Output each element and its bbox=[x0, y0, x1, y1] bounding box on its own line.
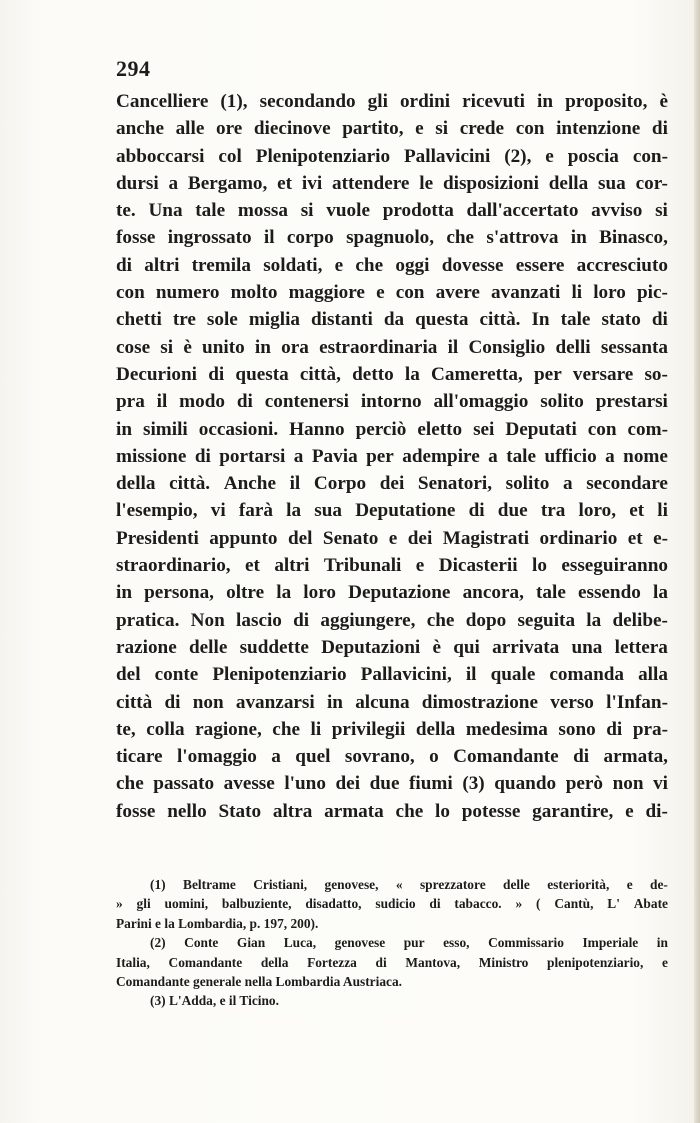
body-line: razione delle suddette Deputazioni è qui arrivata una lettera bbox=[116, 636, 668, 658]
body-line: in persona, oltre la loro Deputazione ancora, tale essendo la bbox=[116, 582, 668, 604]
body-line: te, colla ragione, che li privilegii della medesima sono di pra- bbox=[116, 718, 668, 740]
footnote-line: » gli uomini, balbuziente, disadatto, sudicio di tabacco. » ( Cantù, L' Abate bbox=[116, 896, 668, 912]
body-line: chetti tre sole miglia distanti da questa città. In tale stato di bbox=[116, 309, 668, 331]
footnote-line: Italia, Comandante della Fortezza di Mantova, Ministro plenipotenziario, e bbox=[116, 954, 668, 970]
body-line: l'esempio, vi farà la sua Deputatione di due tra loro, et li bbox=[116, 500, 668, 522]
footnote-line: (1) Beltrame Cristiani, genovese, « sprezzatore delle esteriorità, e de- bbox=[150, 877, 668, 892]
body-line: abboccarsi col Plenipotenziario Pallavicini (2), e poscia con- bbox=[116, 145, 668, 167]
body-line: pratica. Non lascio di aggiungere, che dopo seguita la delibe- bbox=[116, 609, 668, 631]
body-line: che passato avesse l'uno dei due fiumi (3) quando però non vi bbox=[116, 773, 668, 795]
footnote-line: Comandante generale nella Lombardia Austriaca. bbox=[116, 973, 403, 989]
body-line: straordinario, et altri Tribunali e Dicasterii lo esseguiranno bbox=[116, 555, 668, 577]
footnote-line: Parini e la Lombardia, p. 197, 200). bbox=[116, 915, 319, 931]
body-line: te. Una tale mossa si vuole prodotta dall'accertato avviso si bbox=[116, 200, 668, 222]
body-line: ticare l'omaggio a quel sovrano, o Comandante di armata, bbox=[116, 746, 668, 768]
footnotes bbox=[116, 875, 668, 1011]
page-number: 294 bbox=[116, 56, 151, 81]
body-text bbox=[116, 88, 668, 825]
body-line: Presidenti appunto del Senato e dei Magistrati ordinario et e- bbox=[116, 527, 668, 549]
body-line: del conte Plenipotenziario Pallavicini, il quale comanda alla bbox=[116, 664, 668, 686]
body-line: Cancelliere (1), secondando gli ordini ricevuti in proposito, è bbox=[116, 91, 668, 112]
page-edge bbox=[694, 0, 700, 1123]
body-line: di altri tremila soldati, e che oggi dovesse essere accresciuto bbox=[116, 254, 668, 276]
body-line: con numero molto maggiore e con avere avanzati li loro pic- bbox=[116, 282, 668, 304]
body-line: in simili occasioni. Hanno perciò eletto sei Deputati con com- bbox=[116, 418, 668, 440]
body-line: della città. Anche il Corpo dei Senatori, solito a secondare bbox=[116, 473, 668, 495]
footnote-line: (2) Conte Gian Luca, genovese pur esso, Commissario Imperiale in bbox=[150, 935, 668, 951]
body-line: cose si è unito in ora estraordinaria il Consiglio delli sessanta bbox=[116, 336, 668, 358]
body-line: pra il modo di contenersi intorno all'omaggio solito prestarsi bbox=[116, 391, 668, 413]
body-line: fosse ingrossato il corpo spagnuolo, che s'attrova in Binasco, bbox=[116, 227, 668, 249]
body-line: missione di portarsi a Pavia per adempire a tale ufficio a nome bbox=[116, 445, 668, 467]
body-line: dursi a Bergamo, et ivi attendere le disposizioni della sua cor- bbox=[116, 172, 668, 194]
body-line: città di non avanzarsi in alcuna dimostrazione verso l'Infan- bbox=[116, 691, 668, 713]
body-line: anche alle ore diecinove partito, e si crede con intenzione di bbox=[116, 118, 668, 140]
body-line: fosse nello Stato altra armata che lo potesse garantire, e di- bbox=[116, 800, 668, 822]
footnote-line: (3) L'Adda, e il Ticino. bbox=[150, 993, 279, 1009]
body-line: Decurioni di questa città, detto la Cameretta, per versare so- bbox=[116, 363, 668, 385]
